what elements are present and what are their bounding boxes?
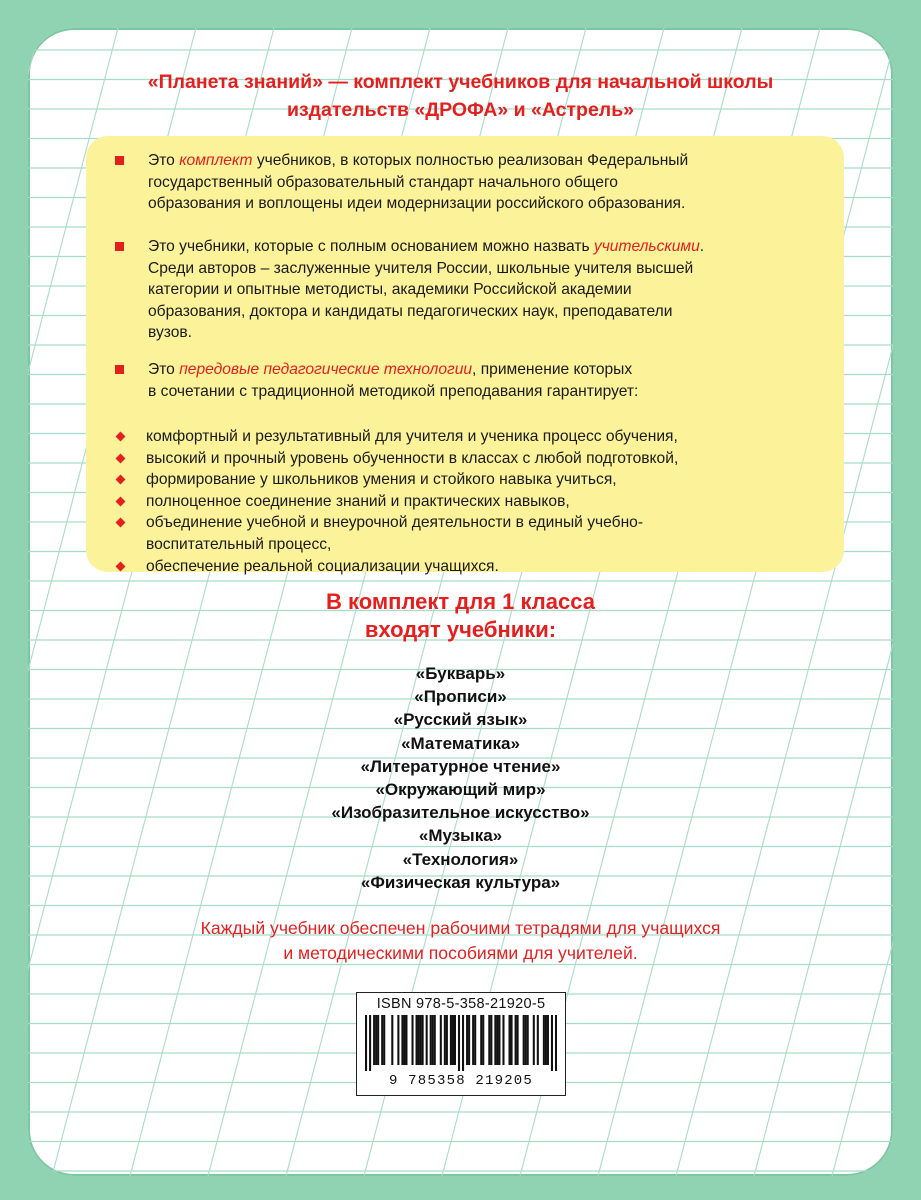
barcode-bar (432, 1015, 434, 1065)
text: государственный образовательный стандарт начального общего (148, 173, 618, 191)
book-title: «Окружающий мир» (375, 780, 546, 800)
barcode-bar (482, 1015, 484, 1065)
text: высокий и прочный уровень обученности в классах с любой подготовкой, (146, 449, 679, 467)
list-item (146, 556, 826, 578)
barcode-bar (466, 1015, 468, 1065)
barcode-bar (468, 1015, 470, 1065)
text: формирование у школьников умения и стойкого навыка учиться, (146, 471, 617, 489)
note-line1: Каждый учебник обеспечен рабочими тетрадями для учащихся (200, 918, 721, 938)
isbn-label: ISBN 978-5-358-21920-5 (376, 996, 546, 1012)
barcode-bar (440, 1015, 442, 1065)
emphasis: передовые педагогические технологии (179, 361, 473, 378)
barcode-bar (458, 1015, 460, 1071)
barcode-bar (418, 1015, 420, 1065)
benefits-list (146, 426, 826, 577)
barcode-bar (527, 1015, 529, 1065)
barcode-bar (537, 1015, 539, 1065)
diamond-bullet-icon (116, 432, 126, 442)
book-title: «Математика» (401, 733, 520, 753)
barcode-bar (369, 1015, 371, 1071)
list-item (146, 469, 826, 491)
list-item-continuation (146, 534, 826, 556)
barcode-bar (444, 1015, 446, 1065)
diamond-bullet-icon (116, 453, 126, 463)
barcode-bar (555, 1015, 557, 1071)
barcode-bar (422, 1015, 424, 1065)
features-panel (86, 136, 844, 575)
barcode-bar (403, 1015, 405, 1065)
kit-heading-line1: В комплект для 1 класса (326, 589, 595, 614)
barcode-bar (377, 1015, 379, 1065)
barcode-bar (405, 1015, 407, 1065)
barcode-bar (450, 1015, 452, 1065)
barcode-bar (547, 1015, 549, 1065)
barcode-bar (462, 1015, 464, 1071)
text: Среди авторов – заслуженные учителя России, школьные учителя высшей (148, 259, 694, 277)
barcode-bar (490, 1015, 492, 1065)
barcode-bar (373, 1015, 375, 1065)
barcode-bar (397, 1015, 399, 1065)
list-item (146, 512, 826, 534)
text: образования, доктора и кандидаты педагогических наук, преподаватели (148, 302, 673, 320)
barcode-bar (365, 1015, 367, 1071)
barcode-bar (391, 1015, 393, 1065)
barcode-bar (411, 1015, 413, 1065)
text: , применение которых (472, 361, 633, 378)
supplementary-note (28, 916, 893, 966)
barcode-bar (511, 1015, 513, 1065)
series-title-line2: издательств «ДРОФА» и «Астрель» (286, 99, 635, 121)
text: комфортный и результативный для учителя и ученика процесс обучения, (146, 428, 678, 445)
text: образования и воплощены идеи модернизации российского образования. (148, 195, 686, 213)
book-title: «Русский язык» (393, 710, 528, 730)
list-item (146, 448, 826, 470)
feature-kit (148, 150, 828, 215)
barcode-bar (434, 1015, 436, 1065)
barcode-bar (545, 1015, 547, 1065)
books-list (28, 662, 893, 894)
text: обеспечение реальной социализации учащихся. (146, 557, 499, 575)
barcode-bar (375, 1015, 377, 1065)
text: вузов. (148, 324, 193, 342)
series-title (28, 68, 893, 124)
back-cover (28, 28, 893, 1176)
text: категории и опытные методисты, академики Российской академии (148, 281, 632, 299)
book-title: «Изобразительное искусство» (331, 803, 590, 823)
barcode-bar (508, 1015, 510, 1065)
series-title-line1: «Планета знаний» — комплект учебников для начальной школы (147, 71, 774, 93)
kit-heading (28, 588, 893, 644)
barcode-bar (517, 1015, 519, 1065)
barcode-bar (496, 1015, 498, 1065)
text: учебников, в которых полностью реализован Федеральный (252, 152, 689, 169)
barcode-bar (416, 1015, 418, 1065)
barcode-bar (515, 1015, 517, 1065)
book-title: «Букварь» (415, 664, 506, 683)
barcode-bar (543, 1015, 545, 1065)
list-item (146, 491, 826, 513)
square-bullet-icon (115, 242, 124, 251)
barcode-bar (533, 1015, 535, 1065)
feature-technologies (148, 359, 828, 402)
barcode-bar (551, 1015, 553, 1071)
barcode-bar (474, 1015, 476, 1065)
barcode-bar (494, 1015, 496, 1065)
barcode-bar (420, 1015, 422, 1065)
diamond-bullet-icon (116, 518, 126, 528)
barcode-bar (452, 1015, 454, 1065)
diamond-bullet-icon (116, 561, 126, 571)
text: полноценное соединение знаний и практических навыков, (146, 492, 570, 510)
barcode-bar (488, 1015, 490, 1065)
text: в сочетании с традиционной методикой преподавания гарантирует: (148, 382, 639, 400)
text: Это (148, 152, 180, 169)
book-title: «Литературное чтение» (360, 756, 561, 776)
ean-digits: 9 785358 219205 (388, 1073, 534, 1089)
diamond-bullet-icon (116, 475, 126, 485)
book-title: «Музыка» (418, 826, 503, 846)
isbn-barcode (356, 992, 566, 1096)
book-title: «Технология» (402, 849, 519, 869)
barcode-bar (502, 1015, 504, 1065)
barcode-bar (430, 1015, 432, 1065)
kit-heading-line2: входят учебники: (364, 617, 557, 642)
barcode-bar (383, 1015, 385, 1065)
barcode-bar (401, 1015, 403, 1065)
barcode-bar (472, 1015, 474, 1065)
barcode-bar (498, 1015, 500, 1065)
barcode-bar (446, 1015, 448, 1065)
barcode-bar (381, 1015, 383, 1065)
text: Это (148, 361, 180, 378)
book-title: «Физическая культура» (360, 872, 561, 892)
list-item (146, 426, 826, 448)
note-line2: и методическими пособиями для учителей. (283, 943, 638, 963)
text: воспитательный процесс, (146, 535, 332, 553)
book-title: «Прописи» (414, 687, 507, 707)
diamond-bullet-icon (116, 496, 126, 506)
barcode-bar (454, 1015, 456, 1065)
emphasis: учительскими (593, 238, 700, 255)
barcode-bars (365, 1015, 557, 1071)
feature-authors (148, 236, 828, 344)
text: . (699, 238, 705, 255)
barcode-bar (523, 1015, 525, 1065)
emphasis: комплект (179, 152, 253, 169)
text: объединение учебной и внеурочной деятельности в единый учебно- (146, 514, 644, 532)
barcode-bar (525, 1015, 527, 1065)
text: Это учебники, которые с полным основанием можно назвать (148, 238, 594, 255)
square-bullet-icon (115, 156, 124, 165)
barcode-bar (426, 1015, 428, 1065)
square-bullet-icon (115, 365, 124, 374)
barcode-bar (480, 1015, 482, 1065)
